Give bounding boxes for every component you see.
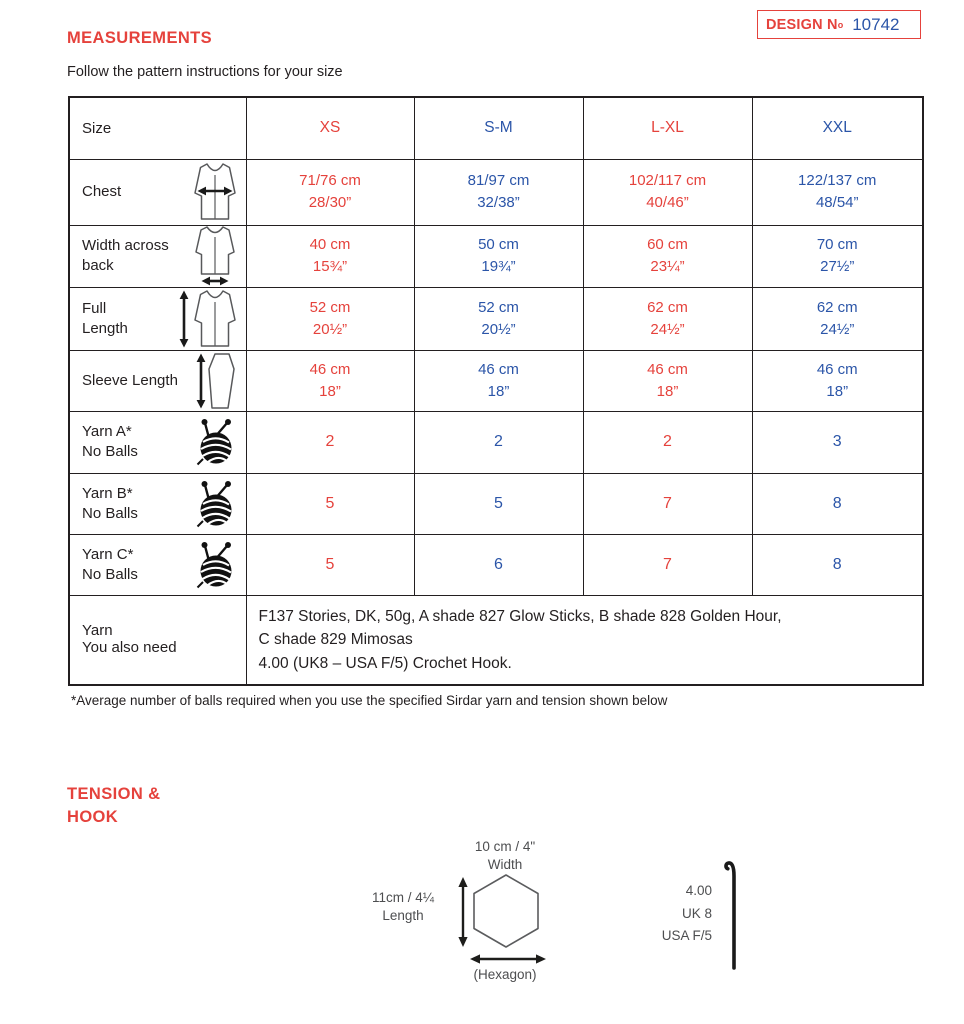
hexagon-shape [473, 874, 539, 948]
full-length-value-cm: 62 cm [816, 298, 858, 316]
width-value-in: 27½” [820, 258, 855, 275]
table-row [69, 225, 923, 287]
full-length-value-in: 24½” [650, 320, 685, 338]
length-measure-text: 11cm / 4¼ [371, 890, 435, 905]
yarn-b-balls: 8 [752, 473, 923, 534]
hexagon-width-label [425, 838, 585, 873]
full-length-value-in: 20½” [312, 320, 348, 338]
yarn-description-line: C shade 829 Mimosas [258, 631, 413, 648]
hook-size-uk: UK 8 [681, 905, 712, 921]
yarn-c-balls: 5 [246, 534, 414, 595]
crochet-hook-icon [722, 858, 740, 970]
tension-hook-title [67, 783, 160, 829]
chest-garment-icon [192, 162, 238, 222]
size-column-xs: XS [246, 97, 414, 159]
sleeve-value-in: 18” [826, 382, 849, 400]
width-value-cm: 60 cm [647, 236, 688, 253]
full-length-garment-icon [178, 289, 238, 349]
chest-value-in: 48/54” [815, 194, 859, 211]
table-row [69, 287, 923, 350]
measurements-table [68, 96, 924, 686]
yarn-description-line: F137 Stories, DK, 50g, A shade 827 Glow Sticks, B shade 828 Golden Hour, [258, 607, 782, 625]
chest-value-in: 40/46” [646, 194, 689, 211]
size-column-lxl: L-XL [583, 97, 752, 159]
page-subtitle: Follow the pattern instructions for your size [67, 64, 343, 80]
table-row [69, 534, 923, 595]
chest-value-cm: 71/76 cm [299, 172, 361, 189]
full-length-value-cm: 52 cm [309, 298, 351, 316]
table-row [69, 159, 923, 225]
table-row [69, 473, 923, 534]
yarn-ball-icon [196, 541, 238, 589]
full-length-value-cm: 62 cm [647, 298, 688, 316]
sleeve-value-in: 18” [656, 382, 679, 400]
yarn-a-balls: 2 [414, 411, 583, 473]
width-value-cm: 40 cm [309, 236, 351, 253]
yarn-c-balls: 6 [414, 534, 583, 595]
full-length-value-in: 20½” [481, 320, 516, 338]
design-number-box [757, 10, 921, 39]
label-line: No Balls [82, 565, 138, 583]
width-value-in: 23¼” [650, 258, 685, 275]
full-length-value-cm: 52 cm [478, 298, 519, 316]
tension-title-line: TENSION & [67, 785, 161, 803]
chest-value-in: 32/38” [477, 194, 520, 211]
yarn-a-row-label [82, 422, 138, 462]
crochet-hook-line: 4.00 (UK8 – USA F/5) Crochet Hook. [258, 654, 512, 672]
size-header-cell: Size [69, 97, 246, 159]
sleeve-value-cm: 46 cm [478, 360, 519, 378]
page-title: MEASUREMENTS [67, 29, 213, 47]
chest-value-in: 28/30” [308, 194, 352, 211]
size-column-sm: S-M [414, 97, 583, 159]
sleeve-garment-icon [194, 352, 238, 410]
balls-footnote: *Average number of balls required when you use the specified Sirdar yarn and tension shown below [71, 693, 668, 708]
full-length-value-in: 24½” [820, 320, 855, 338]
length-word-text: Length [382, 907, 424, 923]
chest-value-cm: 102/117 cm [628, 172, 707, 189]
yarn-b-balls: 5 [246, 473, 414, 534]
label-line: Yarn C* [82, 545, 134, 563]
table-header-row [69, 97, 923, 159]
width-across-back-garment-icon [192, 226, 238, 286]
yarn-b-row-label [82, 484, 138, 524]
yarn-b-balls: 5 [414, 473, 583, 534]
tension-diagram [330, 836, 760, 991]
hook-size-labels [620, 880, 712, 948]
yarn-b-balls: 7 [583, 473, 752, 534]
hexagon-length-label [348, 889, 458, 924]
length-arrow-icon [456, 877, 470, 947]
table-row [69, 411, 923, 473]
width-value-cm: 50 cm [478, 236, 519, 253]
yarn-c-row-label [82, 545, 138, 585]
hook-size-mm: 4.00 [685, 883, 712, 898]
label-line: Length [82, 319, 128, 337]
tension-title-line: HOOK [67, 808, 119, 826]
yarn-a-balls: 3 [752, 411, 923, 473]
yarn-c-balls: 7 [583, 534, 752, 595]
label-line: Full [82, 299, 107, 317]
width-word-text: Width [487, 856, 523, 872]
yarn-info-row [69, 595, 923, 685]
sleeve-value-cm: 46 cm [309, 360, 351, 378]
chest-row-label: Chest [82, 183, 122, 200]
design-number-value: 10742 [852, 14, 900, 34]
you-also-need-label: You also need [82, 638, 177, 656]
sleeve-value-cm: 46 cm [816, 360, 858, 378]
table-row [69, 350, 923, 411]
label-line: back [82, 257, 114, 274]
size-column-xxl: XXL [752, 97, 923, 159]
width-value-in: 19¾” [481, 258, 516, 275]
width-value-cm: 70 cm [816, 236, 858, 253]
yarn-info-label: Yarn [82, 621, 113, 639]
label-line: No Balls [82, 443, 138, 460]
chest-value-cm: 81/97 cm [467, 172, 530, 189]
hexagon-caption: (Hexagon) [473, 967, 537, 982]
yarn-ball-icon [196, 480, 238, 528]
width-arrow-icon [470, 952, 546, 966]
width-measure-text: 10 cm / 4" [474, 839, 536, 854]
hook-size-usa: USA F/5 [661, 928, 712, 943]
design-number-superscript: o [837, 19, 844, 30]
yarn-a-balls: 2 [583, 411, 752, 473]
chest-value-cm: 122/137 cm [798, 172, 877, 189]
yarn-c-balls: 8 [752, 534, 923, 595]
sleeve-length-row-label: Sleeve Length [82, 371, 178, 389]
sleeve-value-in: 18” [319, 382, 341, 400]
label-line: Yarn B* [82, 484, 133, 502]
yarn-ball-icon [196, 418, 238, 466]
sleeve-value-in: 18” [487, 382, 510, 400]
sleeve-value-cm: 46 cm [647, 360, 688, 378]
label-line: Width across [82, 237, 169, 254]
width-across-back-row-label [82, 236, 169, 276]
full-length-row-label [82, 299, 128, 339]
yarn-a-balls: 2 [246, 411, 414, 473]
label-line: Yarn A* [82, 423, 132, 440]
width-value-in: 15¾” [312, 258, 348, 275]
label-line: No Balls [82, 504, 138, 522]
design-number-label: DESIGN N [766, 16, 838, 33]
